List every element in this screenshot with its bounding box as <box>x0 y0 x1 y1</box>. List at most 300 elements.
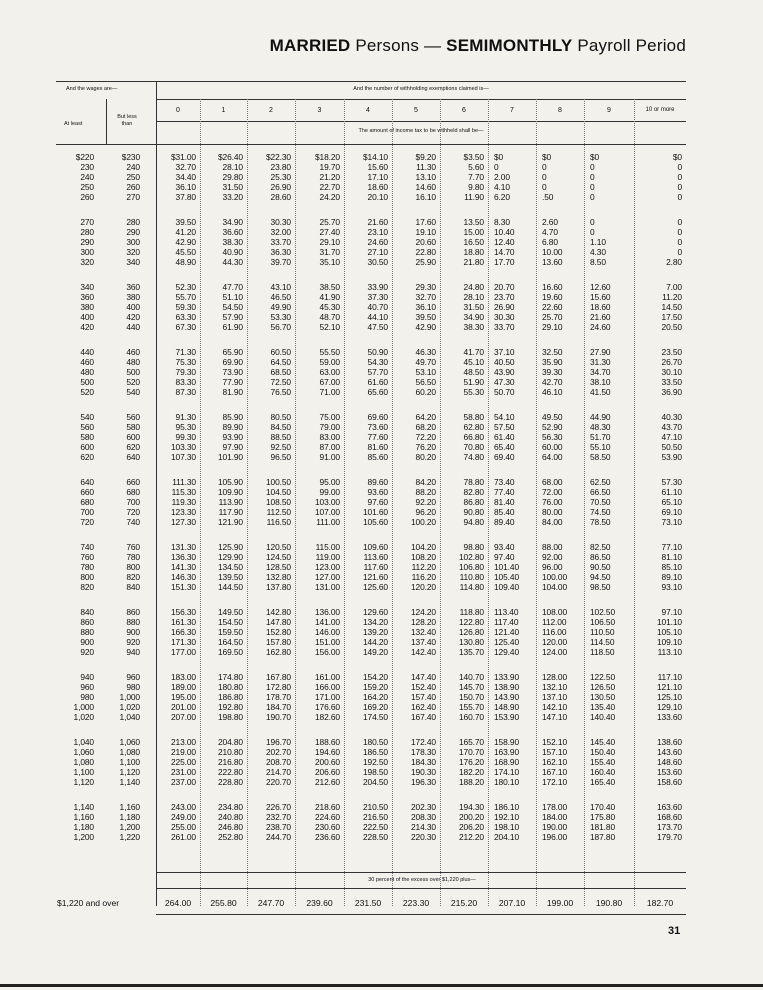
table-row <box>0 767 763 777</box>
tax-amount: 150.70 <box>458 692 484 702</box>
tax-amount: 106.80 <box>458 562 484 572</box>
tax-amount: 118.80 <box>459 607 484 617</box>
tax-amount: 25.70 <box>542 312 563 322</box>
tax-amount: 125.40 <box>494 637 520 647</box>
tax-amount: 48.50 <box>463 367 484 377</box>
tax-amount: 0 <box>590 192 595 202</box>
tax-amount: 117.90 <box>218 507 243 517</box>
tax-amount: 6.80 <box>542 237 558 247</box>
row-group <box>0 217 763 282</box>
wage-less-than: 1,180 <box>119 812 140 822</box>
tax-amount: 8.30 <box>494 217 510 227</box>
tax-amount: 76.50 <box>270 387 291 397</box>
table-row <box>0 747 763 757</box>
tax-amount: 108.50 <box>265 497 291 507</box>
tax-amount: 167.80 <box>265 672 291 682</box>
tax-amount: 77.90 <box>222 377 243 387</box>
tax-amount: 224.60 <box>314 812 340 822</box>
tax-amount: 213.00 <box>170 737 196 747</box>
wage-less-than: 240 <box>126 162 140 172</box>
tax-amount: .50 <box>542 192 554 202</box>
row-group <box>0 607 763 672</box>
wage-at-least: 880 <box>80 627 94 637</box>
tax-amount: 180.10 <box>494 777 520 787</box>
tax-amount: 24.60 <box>590 322 611 332</box>
tax-amount: 168.60 <box>656 812 682 822</box>
table-row <box>0 517 763 527</box>
tax-amount: 102.50 <box>590 607 616 617</box>
tax-amount: 47.70 <box>222 282 243 292</box>
tax-amount: 163.90 <box>494 747 520 757</box>
tax-amount: 84.20 <box>415 477 436 487</box>
tax-amount: 232.70 <box>265 812 291 822</box>
tax-amount: 9.80 <box>468 182 484 192</box>
tax-amount: 172.80 <box>265 682 291 692</box>
exemption-column-header: 0 <box>176 107 180 114</box>
tax-amount: 160.70 <box>458 712 484 722</box>
tax-amount: 66.50 <box>590 487 611 497</box>
table-row <box>0 432 763 442</box>
tax-amount: 44.30 <box>222 257 243 267</box>
tax-amount: 78.80 <box>463 477 484 487</box>
tax-amount: 132.40 <box>410 627 436 637</box>
tax-amount: 78.50 <box>590 517 611 527</box>
tax-amount: 48.90 <box>175 257 196 267</box>
tax-amount: 69.10 <box>661 507 682 517</box>
tax-amount: 73.90 <box>222 367 243 377</box>
tax-amount: 129.40 <box>494 647 520 657</box>
tax-amount: 27.90 <box>590 347 611 357</box>
tax-amount: 80.50 <box>270 412 291 422</box>
tax-amount: 159.50 <box>217 627 243 637</box>
tax-amount: 46.30 <box>415 347 436 357</box>
wage-at-least: $220 <box>75 152 94 162</box>
over-row-amount: 231.50 <box>354 898 382 908</box>
table-row <box>0 162 763 172</box>
header-subrule <box>156 99 686 100</box>
tax-amount: 73.40 <box>494 477 515 487</box>
tax-amount: 98.80 <box>463 542 484 552</box>
tax-amount: 33.70 <box>494 322 515 332</box>
tax-amount: 220.70 <box>265 777 291 787</box>
tax-amount: 8.50 <box>590 257 606 267</box>
tax-amount: 0 <box>677 237 682 247</box>
wage-less-than: 800 <box>126 562 140 572</box>
tax-amount: 141.00 <box>314 617 340 627</box>
wage-at-least: 440 <box>80 347 94 357</box>
tax-amount: 43.90 <box>494 367 515 377</box>
page-title: MARRIED Persons — SEMIMONTHLY Payroll Period <box>269 36 686 55</box>
tax-amount: 33.70 <box>270 237 291 247</box>
tax-amount: 113.90 <box>218 497 243 507</box>
table-row <box>0 737 763 747</box>
tax-amount: 101.10 <box>656 617 682 627</box>
amount-rule <box>156 121 686 122</box>
row-group <box>0 477 763 542</box>
table-row <box>0 172 763 182</box>
tax-amount: 230.60 <box>314 822 340 832</box>
tax-amount: 195.00 <box>170 692 196 702</box>
tax-amount: 38.30 <box>463 322 484 332</box>
wage-at-least: 700 <box>80 507 94 517</box>
tax-amount: 145.40 <box>590 737 616 747</box>
tax-amount: 192.50 <box>362 757 388 767</box>
wage-less-than: 380 <box>126 292 140 302</box>
wages-are-label: And the wages are— <box>66 86 118 92</box>
tax-amount: 25.70 <box>319 217 340 227</box>
tax-amount: 30.30 <box>494 312 515 322</box>
wage-at-least: 760 <box>80 552 94 562</box>
tax-amount: 138.90 <box>494 682 520 692</box>
wage-less-than: 860 <box>126 607 140 617</box>
tax-amount: 113.40 <box>494 607 519 617</box>
tax-amount: 34.90 <box>463 312 484 322</box>
tax-amount: 68.20 <box>415 422 436 432</box>
tax-amount: 17.60 <box>415 217 436 227</box>
wage-less-than: 540 <box>126 387 140 397</box>
tax-amount: 0 <box>677 192 682 202</box>
tax-amount: 24.20 <box>319 192 340 202</box>
tax-amount: 26.70 <box>661 357 682 367</box>
tax-amount: 115.00 <box>315 542 340 552</box>
tax-amount: 21.20 <box>319 172 340 182</box>
tax-amount: 61.40 <box>494 432 515 442</box>
tax-amount: 97.40 <box>494 552 515 562</box>
tax-amount: 170.70 <box>458 747 484 757</box>
tax-amount: 142.10 <box>542 702 568 712</box>
tax-amount: 132.80 <box>265 572 291 582</box>
tax-amount: 153.60 <box>656 767 682 777</box>
tax-amount: 218.60 <box>314 802 340 812</box>
tax-amount: 114.80 <box>459 582 484 592</box>
tax-amount: 125.60 <box>362 582 388 592</box>
tax-amount: 36.90 <box>661 387 682 397</box>
tax-amount: 82.80 <box>463 487 484 497</box>
tax-amount: 138.60 <box>656 737 682 747</box>
tax-amount: 137.10 <box>542 692 568 702</box>
tax-amount: 200.20 <box>458 812 484 822</box>
tax-amount: 34.70 <box>590 367 611 377</box>
tax-amount: 47.50 <box>367 322 388 332</box>
tax-amount: 76.00 <box>542 497 563 507</box>
wage-at-least: 580 <box>80 432 94 442</box>
wage-at-least: 1,000 <box>73 702 94 712</box>
wage-less-than: 280 <box>126 217 140 227</box>
tax-amount: 90.50 <box>590 562 611 572</box>
tax-amount: 34.90 <box>222 217 243 227</box>
table-row <box>0 412 763 422</box>
tax-amount: 4.30 <box>590 247 606 257</box>
wage-less-than: 900 <box>126 627 140 637</box>
tax-amount: 194.60 <box>314 747 340 757</box>
tax-amount: 231.00 <box>170 767 196 777</box>
tax-amount: 226.70 <box>265 802 291 812</box>
table-row <box>0 702 763 712</box>
tax-amount: 165.70 <box>458 737 484 747</box>
tax-amount: 175.80 <box>590 812 616 822</box>
tax-amount: 34.40 <box>175 172 196 182</box>
tax-amount: 143.90 <box>494 692 520 702</box>
tax-amount: 15.60 <box>590 292 611 302</box>
tax-amount: 88.50 <box>270 432 291 442</box>
tax-amount: 110.80 <box>459 572 484 582</box>
tax-amount: 141.30 <box>170 562 196 572</box>
tax-amount: 151.30 <box>170 582 196 592</box>
tax-amount: 77.10 <box>661 542 682 552</box>
table-row <box>0 377 763 387</box>
exemption-column-header: 2 <box>269 107 273 114</box>
table-row <box>0 647 763 657</box>
wage-at-least: 960 <box>80 682 94 692</box>
tax-amount: 112.20 <box>411 562 436 572</box>
table-row <box>0 487 763 497</box>
wage-at-least: 920 <box>80 647 94 657</box>
tax-amount: 55.30 <box>463 387 484 397</box>
tax-amount: 33.50 <box>661 377 682 387</box>
tax-amount: 53.90 <box>661 452 682 462</box>
tax-amount: 29.10 <box>542 322 563 332</box>
tax-amount: 187.80 <box>590 832 616 842</box>
tax-amount: 65.90 <box>222 347 243 357</box>
wage-less-than: 820 <box>126 572 140 582</box>
tax-amount: 184.70 <box>265 702 291 712</box>
table-row <box>0 802 763 812</box>
tax-amount: 35.90 <box>542 357 563 367</box>
table-row <box>0 192 763 202</box>
tax-amount: 198.10 <box>494 822 520 832</box>
wage-at-least: 740 <box>80 542 94 552</box>
table-row <box>0 672 763 682</box>
wage-less-than: 480 <box>126 357 140 367</box>
table-row <box>0 367 763 377</box>
wage-at-least: 660 <box>80 487 94 497</box>
tax-amount: 121.40 <box>494 627 520 637</box>
wage-less-than: 660 <box>126 477 140 487</box>
tax-amount: 16.50 <box>463 237 484 247</box>
wage-less-than: 720 <box>126 507 140 517</box>
tax-amount: 31.50 <box>222 182 243 192</box>
tax-amount: 196.00 <box>542 832 568 842</box>
tax-amount: 177.00 <box>170 647 196 657</box>
tax-amount: 97.10 <box>661 607 682 617</box>
tax-amount: 67.30 <box>175 322 196 332</box>
tax-amount: 125.10 <box>656 692 682 702</box>
excess-bottom-rule <box>156 888 686 889</box>
tax-amount: $26.40 <box>217 152 243 162</box>
tax-amount: 62.80 <box>463 422 484 432</box>
tax-amount: 206.60 <box>314 767 340 777</box>
tax-amount: 130.50 <box>590 692 616 702</box>
wage-at-least: 290 <box>80 237 94 247</box>
wage-at-least: 860 <box>80 617 94 627</box>
tax-amount: 72.50 <box>270 377 291 387</box>
tax-amount: 204.80 <box>217 737 243 747</box>
tax-amount: 120.00 <box>542 637 568 647</box>
tax-amount: 219.00 <box>170 747 196 757</box>
tax-amount: 32.00 <box>270 227 291 237</box>
tax-amount: 228.50 <box>362 832 388 842</box>
table-row <box>0 237 763 247</box>
tax-amount: 29.30 <box>415 282 436 292</box>
wage-less-than: 1,120 <box>119 767 140 777</box>
wage-at-least: 620 <box>80 452 94 462</box>
over-row-amount: 255.80 <box>210 898 237 908</box>
tax-amount: 151.00 <box>314 637 340 647</box>
tax-amount: 220.30 <box>410 832 436 842</box>
wage-at-least: 720 <box>80 517 94 527</box>
tax-amount: 11.30 <box>416 162 436 172</box>
tax-amount: $22.30 <box>265 152 291 162</box>
tax-amount: 19.10 <box>415 227 436 237</box>
tax-amount: 147.10 <box>542 712 568 722</box>
wage-less-than: 560 <box>126 412 140 422</box>
tax-amount: 105.10 <box>656 627 682 637</box>
wage-less-than: 600 <box>126 432 140 442</box>
tax-amount: 2.60 <box>542 217 558 227</box>
tax-amount: 188.60 <box>314 737 340 747</box>
tax-amount: 104.00 <box>542 582 568 592</box>
tax-amount: 24.60 <box>367 237 388 247</box>
tax-amount: 36.60 <box>222 227 243 237</box>
tax-amount: 62.50 <box>590 477 611 487</box>
tax-amount: 200.60 <box>314 757 340 767</box>
tax-amount: 77.40 <box>494 487 515 497</box>
tax-amount: 105.60 <box>362 517 388 527</box>
tax-amount: 210.50 <box>362 802 388 812</box>
tax-amount: 57.90 <box>222 312 243 322</box>
tax-amount: 172.40 <box>410 737 436 747</box>
tax-amount: 22.70 <box>319 182 340 192</box>
tax-amount: 80.20 <box>415 452 436 462</box>
tax-amount: 42.90 <box>175 237 196 247</box>
tax-amount: 105.40 <box>494 572 520 582</box>
wage-less-than: 1,200 <box>119 822 140 832</box>
tax-amount: 216.50 <box>362 812 388 822</box>
wage-at-least: 270 <box>80 217 94 227</box>
wage-less-than: 270 <box>126 192 140 202</box>
tax-amount: 41.50 <box>590 387 611 397</box>
tax-amount: 171.30 <box>170 637 196 647</box>
table-row <box>0 507 763 517</box>
tax-amount: 83.00 <box>319 432 340 442</box>
tax-amount: 45.10 <box>463 357 484 367</box>
tax-amount: $18.20 <box>314 152 340 162</box>
tax-amount: 214.30 <box>410 822 436 832</box>
tax-amount: 120.50 <box>265 542 291 552</box>
tax-amount: 67.00 <box>319 377 340 387</box>
tax-amount: 79.30 <box>175 367 196 377</box>
tax-amount: 237.00 <box>170 777 196 787</box>
wage-less-than: 700 <box>126 497 140 507</box>
tax-amount: 11.20 <box>662 292 682 302</box>
tax-amount: 60.20 <box>415 387 436 397</box>
tax-amount: 50.70 <box>494 387 515 397</box>
wages-divider <box>106 99 107 145</box>
tax-amount: 26.90 <box>494 302 515 312</box>
tax-amount: 129.90 <box>217 552 243 562</box>
table-row <box>0 152 763 162</box>
wage-less-than: $230 <box>121 152 140 162</box>
tax-amount: 72.00 <box>542 487 563 497</box>
header-top-rule <box>56 81 686 82</box>
table-row <box>0 302 763 312</box>
tax-amount: 60.00 <box>542 442 563 452</box>
tax-amount: 51.70 <box>590 432 611 442</box>
tax-amount: 40.90 <box>222 247 243 257</box>
tax-amount: 131.30 <box>170 542 196 552</box>
tax-amount: 7.70 <box>468 172 484 182</box>
tax-amount: 32.50 <box>542 347 563 357</box>
over-row-amount: 182.70 <box>646 898 674 908</box>
tax-amount: 50.90 <box>367 347 388 357</box>
page-bottom-rule <box>0 984 763 987</box>
tax-amount: 22.60 <box>542 302 563 312</box>
wage-at-least: 940 <box>80 672 94 682</box>
tax-amount: 182.60 <box>314 712 340 722</box>
tax-amount: 13.10 <box>415 172 436 182</box>
wage-less-than: 500 <box>126 367 140 377</box>
tax-amount: 157.80 <box>265 637 291 647</box>
tax-amount: 61.10 <box>661 487 682 497</box>
tax-amount: 13.50 <box>463 217 484 227</box>
tax-amount: 109.90 <box>217 487 243 497</box>
tax-amount: 243.00 <box>170 802 196 812</box>
tax-amount: 124.20 <box>410 607 436 617</box>
tax-amount: 117.60 <box>363 562 388 572</box>
tax-amount: 186.10 <box>494 802 520 812</box>
tax-amount: 116.00 <box>542 627 567 637</box>
table-row <box>0 582 763 592</box>
tax-amount: 198.80 <box>217 712 243 722</box>
tax-amount: 88.00 <box>542 542 563 552</box>
tax-amount: 65.10 <box>661 497 682 507</box>
exemption-column-header: 4 <box>366 107 370 114</box>
tax-amount: 95.00 <box>319 477 340 487</box>
tax-amount: 132.10 <box>542 682 568 692</box>
tax-amount: 122.50 <box>590 672 616 682</box>
table-row <box>0 617 763 627</box>
tax-amount: 99.00 <box>319 487 340 497</box>
tax-amount: 207.00 <box>170 712 196 722</box>
tax-amount: 113.10 <box>657 647 682 657</box>
but-less-than-label: But less than <box>117 114 137 127</box>
tax-amount: 108.20 <box>410 552 436 562</box>
exemption-column-header: 3 <box>317 107 322 114</box>
tax-amount: 186.50 <box>362 747 388 757</box>
tax-amount: 137.40 <box>410 637 436 647</box>
tax-amount: 87.00 <box>319 442 340 452</box>
wage-less-than: 340 <box>126 257 140 267</box>
tax-amount: 16.60 <box>542 282 563 292</box>
wage-less-than: 400 <box>126 302 140 312</box>
wage-at-least: 900 <box>80 637 94 647</box>
withholding-table-body <box>0 152 763 867</box>
row-group <box>0 802 763 867</box>
exemptions-label: And the number of withholding exemptions claimed is— <box>353 86 489 92</box>
wage-at-least: 400 <box>80 312 94 322</box>
tax-amount: 72.20 <box>415 432 436 442</box>
tax-amount: 133.60 <box>656 712 682 722</box>
tax-amount: 17.70 <box>494 257 515 267</box>
wage-less-than: 1,040 <box>119 712 140 722</box>
wage-at-least: 1,020 <box>73 712 94 722</box>
tax-amount: 21.60 <box>367 217 388 227</box>
tax-amount: 184.30 <box>410 757 436 767</box>
over-row-amount: 247.70 <box>257 898 285 908</box>
tax-amount: 149.20 <box>362 647 388 657</box>
tax-amount: 18.80 <box>463 247 484 257</box>
tax-amount: 166.00 <box>314 682 340 692</box>
